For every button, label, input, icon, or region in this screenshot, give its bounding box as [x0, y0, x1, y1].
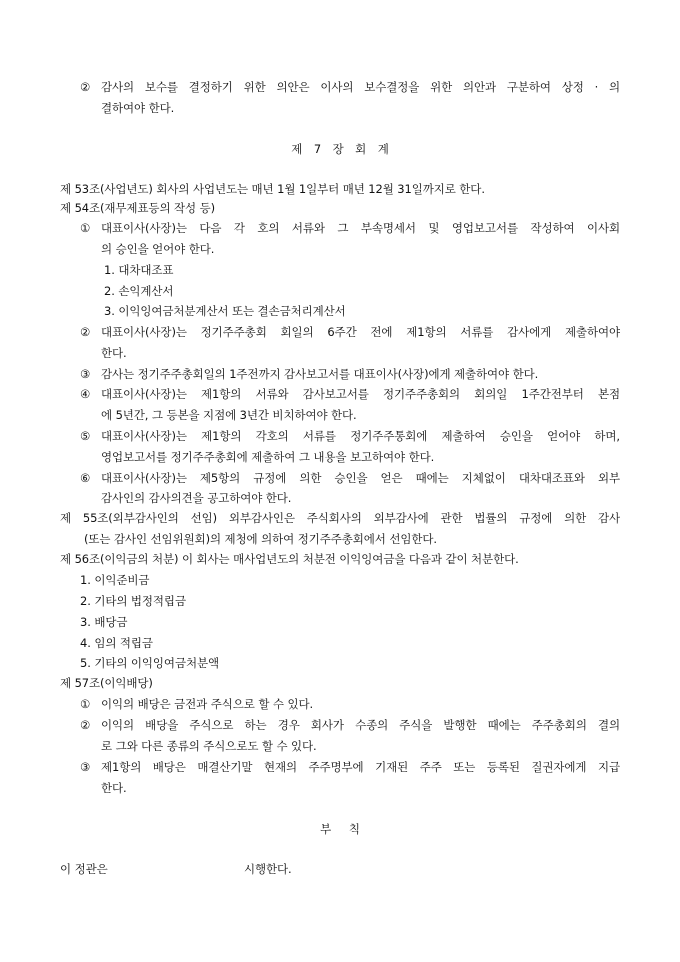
article-55: 제 55조(외부감사인의 선임) 외부감사인은 주식회사의 외부감사에 관한 법률의 규정에 의한 감사: [60, 511, 620, 525]
supplement-title: 부 칙: [320, 822, 360, 836]
item-marker: ②: [80, 80, 91, 94]
item-text: 결하여야 한다.: [101, 101, 175, 115]
item-marker: ⑤: [80, 429, 91, 443]
item-text: 에 5년간, 그 등본을 지점에 3년간 비치하여야 한다.: [101, 408, 357, 422]
item-text: 이익의 배당은 금전과 주식으로 할 수 있다.: [101, 697, 314, 711]
article-57-heading: 제 57조(이익배당): [60, 676, 153, 690]
item-text: 의 승인을 얻어야 한다.: [101, 242, 215, 256]
article-53: 제 53조(사업년도) 회사의 사업년도는 매년 1월 1일부터 매년 12월 31일까지로 한다.: [60, 182, 485, 196]
item-text: 대표이사(사장)는 정기주주총회 회일의 6주간 전에 제1항의 서류를 감사에게 제출하여야: [101, 325, 620, 339]
article-55-continued: (또는 감사인 선임위원회)의 제청에 의하여 정기주주총회에서 선임한다.: [84, 532, 437, 546]
item-text: 제1항의 배당은 매결산기말 현재의 주주명부에 기재된 주주 또는 등록된 질권자에게 지급: [101, 760, 620, 774]
sub-item: 3. 이익잉여금처분계산서 또는 결손금처리계산서: [104, 304, 346, 318]
item-marker: ⑥: [80, 471, 91, 485]
item-text: 로 그와 다른 종류의 주식으로도 할 수 있다.: [101, 739, 317, 753]
item-text: 대표이사(사장)는 제1항의 각호의 서류를 정기주주통회에 제출하여 승인을 얻어야 하며,: [101, 429, 620, 443]
item-marker: ①: [80, 697, 91, 711]
list-item: 1. 이익준비금: [80, 573, 150, 587]
list-item: 5. 기타의 이익잉여금처분액: [80, 656, 219, 670]
item-marker: ③: [80, 760, 91, 774]
item-marker: ④: [80, 387, 91, 401]
item-text: 한다.: [101, 781, 127, 795]
effective-label: 이 정관은: [60, 862, 108, 876]
list-item: 4. 임의 적립금: [80, 636, 153, 650]
item-text: 감사인의 감사의견을 공고하여야 한다.: [101, 491, 292, 505]
sub-item: 1. 대차대조표: [104, 263, 174, 277]
article-54-heading: 제 54조(재무제표등의 작성 등): [60, 201, 215, 215]
item-marker: ③: [80, 367, 91, 381]
sub-item: 2. 손익계산서: [104, 284, 174, 298]
item-text: 이익의 배당을 주식으로 하는 경우 회사가 수종의 주식을 발행한 때에는 주주총회의 결의: [101, 718, 620, 732]
list-item: 3. 배당금: [80, 615, 128, 629]
item-text: 한다.: [101, 346, 127, 360]
item-text: 영업보고서를 정기주주총회에 제출하여 그 내용을 보고하여야 한다.: [101, 450, 435, 464]
item-text: 대표이사(사장)는 제5항의 규정에 의한 승인을 얻은 때에는 지체없이 대차대조표와 외부: [101, 471, 620, 485]
item-marker: ②: [80, 325, 91, 339]
item-text: 대표이사(사장)는 제1항의 서류와 감사보고서를 정기주주총회의 회의일 1주간전부터 본점: [101, 387, 620, 401]
effective-suffix: 시행한다.: [244, 862, 292, 876]
article-56: 제 56조(이익금의 처분) 이 회사는 매사업년도의 처분전 이익잉여금을 다음과 같이 처분한다.: [60, 552, 519, 566]
item-text: 감사의 보수를 결정하기 위한 의안은 이사의 보수결정을 위한 의안과 구분하여 상정 · 의: [101, 80, 620, 94]
list-item: 2. 기타의 법정적립금: [80, 594, 186, 608]
item-marker: ①: [80, 221, 91, 235]
chapter-title: 제 7 장 회 계: [291, 142, 389, 156]
item-text: 대표이사(사장)는 다음 각 호의 서류와 그 부속명세서 및 영업보고서를 작성하여 이사회: [101, 221, 620, 235]
item-marker: ②: [80, 718, 91, 732]
item-text: 감사는 정기주주총회일의 1주전까지 감사보고서를 대표이사(사장)에게 제출하여야 한다.: [101, 367, 539, 381]
